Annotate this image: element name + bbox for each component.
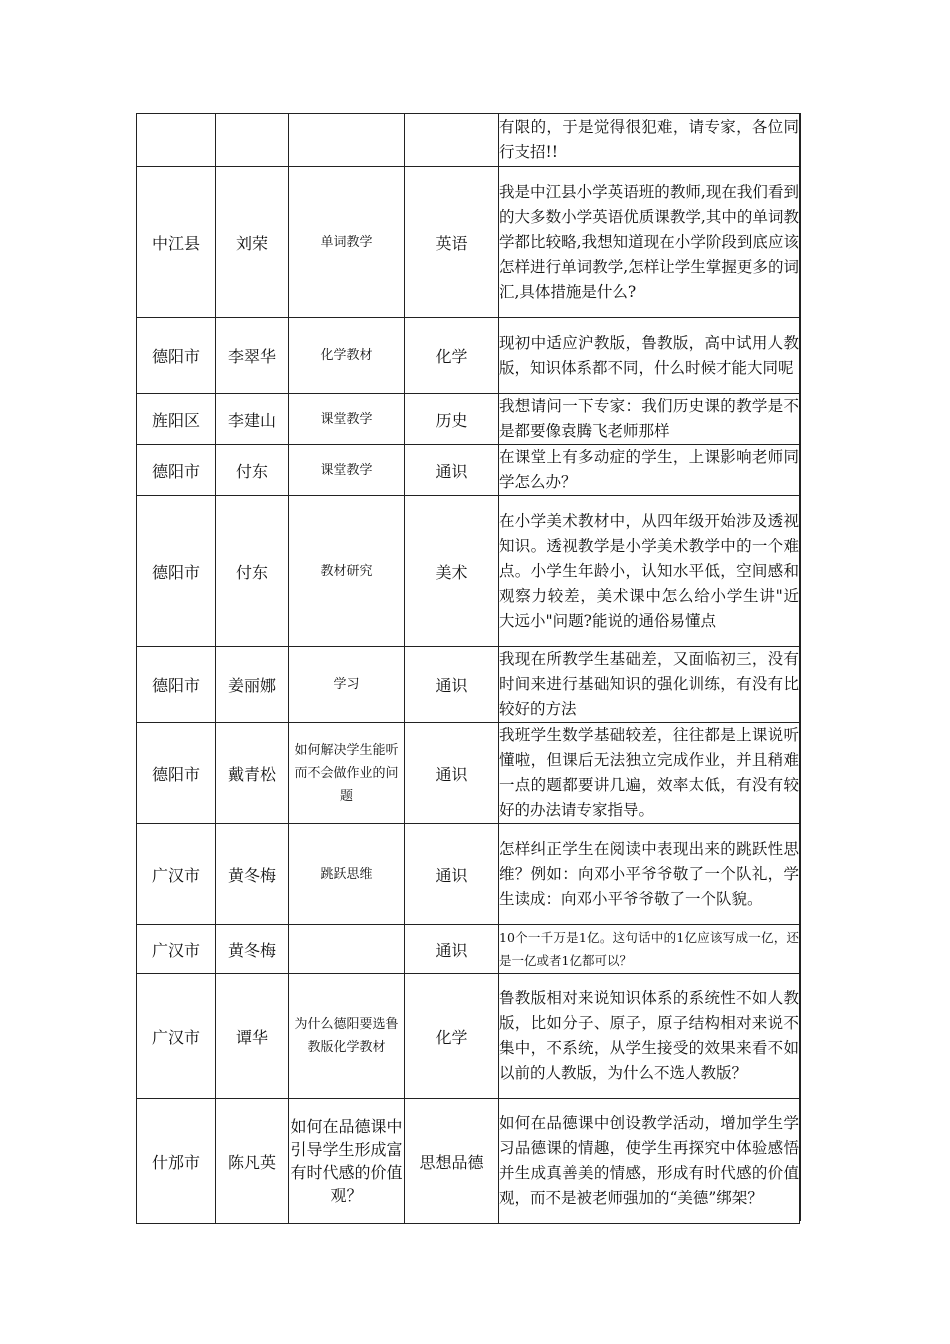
table-row bbox=[137, 723, 800, 824]
subject-cell: 通识 bbox=[405, 445, 499, 496]
table-row bbox=[137, 1099, 800, 1224]
table-row bbox=[137, 167, 800, 318]
subject-cell: 化学 bbox=[405, 318, 499, 394]
teacher-name-cell: 李建山 bbox=[216, 394, 289, 445]
region-cell: 什邡市 bbox=[137, 1099, 216, 1224]
topic-cell: 单词教学 bbox=[289, 167, 405, 318]
region-cell bbox=[137, 114, 216, 167]
question-cell: 我想请问一下专家：我们历史课的教学是不是都要像袁腾飞老师那样 bbox=[499, 394, 800, 445]
table-row bbox=[137, 114, 800, 167]
topic-cell bbox=[289, 114, 405, 167]
teacher-name-cell: 陈凡英 bbox=[216, 1099, 289, 1224]
subject-cell: 化学 bbox=[405, 974, 499, 1099]
subject-cell: 通识 bbox=[405, 647, 499, 723]
question-cell: 鲁教版相对来说知识体系的系统性不如人教版，比如分子、原子，原子结构相对来说不集中，不系统，从学生接受的效果来看不如以前的人教版，为什么不选人教版？ bbox=[499, 974, 800, 1099]
question-cell: 我班学生数学基础较差，往往都是上课说听懂啦，但课后无法独立完成作业，并且稍难一点的题都要讲几遍，效率太低，有没有较好的办法请专家指导。 bbox=[499, 723, 800, 824]
topic-cell: 跳跃思维 bbox=[289, 824, 405, 925]
topic-cell: 如何在品德课中引导学生形成富有时代感的价值观？ bbox=[289, 1099, 405, 1224]
teacher-name-cell: 谭华 bbox=[216, 974, 289, 1099]
table-row bbox=[137, 824, 800, 925]
region-cell: 德阳市 bbox=[137, 647, 216, 723]
subject-cell: 英语 bbox=[405, 167, 499, 318]
question-cell: 有限的，于是觉得很犯难，请专家，各位同行支招!! bbox=[499, 114, 800, 167]
table-row bbox=[137, 496, 800, 647]
region-cell: 广汉市 bbox=[137, 824, 216, 925]
region-cell: 广汉市 bbox=[137, 974, 216, 1099]
question-cell: 10个一千万是1亿。这句话中的1亿应该写成一亿，还是一亿或者1亿都可以？ bbox=[499, 925, 800, 974]
table-row bbox=[137, 974, 800, 1099]
question-cell: 在小学美术教材中，从四年级开始涉及透视知识。透视教学是小学美术教学中的一个难点。小学生年龄小，认知水平低，空间感和观察力较差，美术课中怎么给小学生讲"近大远小"问题?能说的通俗易懂点 bbox=[499, 496, 800, 647]
table-row bbox=[137, 925, 800, 974]
subject-cell: 美术 bbox=[405, 496, 499, 647]
teacher-name-cell: 付东 bbox=[216, 496, 289, 647]
teacher-name-cell: 姜丽娜 bbox=[216, 647, 289, 723]
region-cell: 广汉市 bbox=[137, 925, 216, 974]
table-row bbox=[137, 647, 800, 723]
region-cell: 德阳市 bbox=[137, 318, 216, 394]
subject-cell: 思想品德 bbox=[405, 1099, 499, 1224]
teacher-name-cell: 黄冬梅 bbox=[216, 925, 289, 974]
region-cell: 中江县 bbox=[137, 167, 216, 318]
region-cell: 德阳市 bbox=[137, 496, 216, 647]
question-cell: 现初中适应沪教版，鲁教版，高中试用人教版，知识体系都不同，什么时候才能大同呢 bbox=[499, 318, 800, 394]
subject-cell: 通识 bbox=[405, 824, 499, 925]
table-outer-border bbox=[799, 113, 801, 1221]
teacher-name-cell bbox=[216, 114, 289, 167]
topic-cell: 教材研究 bbox=[289, 496, 405, 647]
table-row bbox=[137, 445, 800, 496]
teacher-name-cell: 刘荣 bbox=[216, 167, 289, 318]
topic-cell: 化学教材 bbox=[289, 318, 405, 394]
question-table bbox=[136, 113, 800, 1224]
topic-cell bbox=[289, 925, 405, 974]
table-row bbox=[137, 318, 800, 394]
subject-cell: 历史 bbox=[405, 394, 499, 445]
subject-cell: 通识 bbox=[405, 925, 499, 974]
teacher-name-cell: 戴青松 bbox=[216, 723, 289, 824]
question-cell: 我现在所教学生基础差，又面临初三，没有时间来进行基础知识的强化训练，有没有比较好的方法 bbox=[499, 647, 800, 723]
question-cell: 我是中江县小学英语班的教师,现在我们看到的大多数小学英语优质课教学,其中的单词教学都比较略,我想知道现在小学阶段到底应该怎样进行单词教学,怎样让学生掌握更多的词汇,具体措施是什么? bbox=[499, 167, 800, 318]
subject-cell: 通识 bbox=[405, 723, 499, 824]
topic-cell: 学习 bbox=[289, 647, 405, 723]
question-cell: 在课堂上有多动症的学生，上课影响老师同学怎么办？ bbox=[499, 445, 800, 496]
topic-cell: 如何解决学生能听而不会做作业的问题 bbox=[289, 723, 405, 824]
table-row bbox=[137, 394, 800, 445]
teacher-name-cell: 李翠华 bbox=[216, 318, 289, 394]
region-cell: 德阳市 bbox=[137, 723, 216, 824]
question-cell: 如何在品德课中创设教学活动，增加学生学习品德课的情趣，使学生再探究中体验感悟并生成真善美的情感，形成有时代感的价值观，而不是被老师强加的“美德”绑架？ bbox=[499, 1099, 800, 1224]
topic-cell: 课堂教学 bbox=[289, 394, 405, 445]
teacher-name-cell: 付东 bbox=[216, 445, 289, 496]
teacher-name-cell: 黄冬梅 bbox=[216, 824, 289, 925]
region-cell: 旌阳区 bbox=[137, 394, 216, 445]
question-cell: 怎样纠正学生在阅读中表现出来的跳跃性思维？例如：向邓小平爷爷敬了一个队礼，学生读成：向邓小平爷爷敬了一个队貌。 bbox=[499, 824, 800, 925]
topic-cell: 课堂教学 bbox=[289, 445, 405, 496]
subject-cell bbox=[405, 114, 499, 167]
topic-cell: 为什么德阳要选鲁教版化学教材 bbox=[289, 974, 405, 1099]
region-cell: 德阳市 bbox=[137, 445, 216, 496]
